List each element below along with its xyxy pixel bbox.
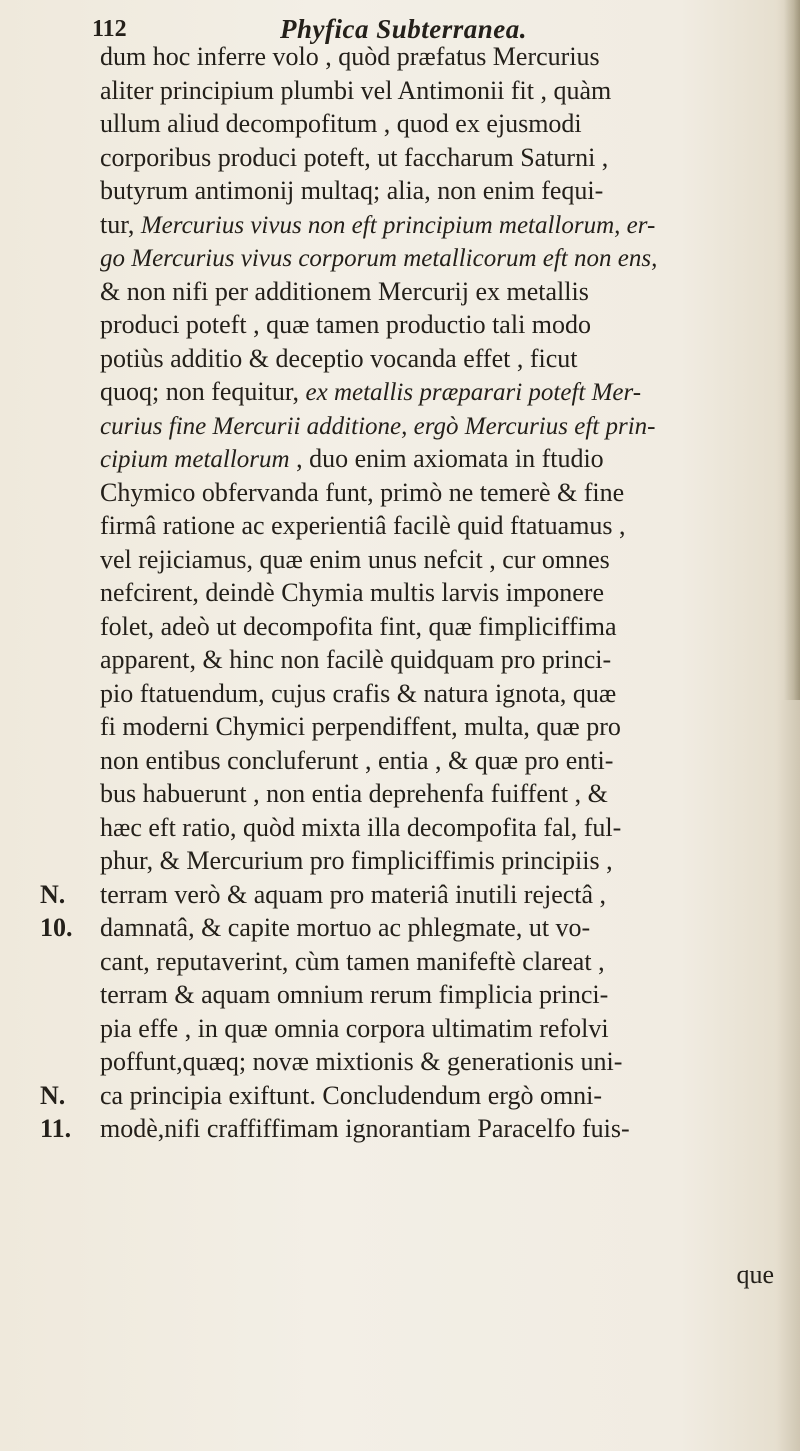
roman-text: hæc eft ratio, quòd mixta illa decompofita fal, ful- — [100, 812, 622, 842]
italic-text: go Mercurius vivus corporum metallicorum eft non ens, — [100, 245, 658, 272]
text-line — [100, 878, 780, 912]
text-line — [100, 241, 780, 275]
margin-note: N. — [40, 879, 66, 909]
text-line — [100, 107, 780, 141]
roman-text: apparent, & hinc non facilè quidquam pro princi- — [100, 645, 612, 674]
text-line — [100, 643, 780, 677]
roman-text: & non nifi per additionem Mercurij ex metallis — [100, 276, 589, 306]
italic-text: cipium metallorum — [100, 446, 290, 473]
roman-text: terram verò & aquam pro materiâ inutili rejectâ , — [100, 879, 607, 909]
roman-text: aliter principium plumbi vel Antimonii fit , quàm — [100, 75, 612, 105]
roman-text: fi moderni Chymici perpendiffent, multa, quæ pro — [100, 712, 621, 741]
text-line — [100, 710, 780, 744]
roman-text: pia effe , in quæ omnia corpora ultimatim refolvi — [100, 1013, 609, 1043]
text-line — [100, 1112, 780, 1146]
roman-text: vel rejiciamus, quæ enim unus nefcit , cur omnes — [100, 544, 610, 574]
text-line — [100, 811, 780, 845]
text-line — [100, 945, 780, 979]
roman-text: dum hoc inferre volo , quòd præfatus Mercurius — [100, 42, 600, 71]
text-line — [100, 409, 780, 443]
roman-text: modè,nifi craffiffimam ignorantiam Paracelfo fuis- — [100, 1114, 630, 1143]
roman-text: tur, — [100, 209, 141, 239]
text-line — [100, 1079, 780, 1113]
roman-text: folet, adeò ut decompofita fint, quæ fimpliciffima — [100, 611, 617, 641]
roman-text: butyrum antimonij multaq; alia, non enim fequi- — [100, 176, 604, 205]
roman-text: non entibus concluferunt , entia , & quæ pro enti- — [100, 745, 614, 775]
italic-text: curius fine Mercurii additione, ergò Mercurius eft prin- — [100, 412, 656, 440]
roman-text: bus habuerunt , non entia deprehenfa fuiffent , & — [100, 779, 608, 808]
roman-text: phur, & Mercurium pro fimpliciffimis principiis , — [100, 846, 613, 875]
roman-text: nefcirent, deindè Chymia multis larvis imponere — [100, 578, 604, 607]
roman-text: damnatâ, & capite mortuo ac phlegmate, ut vo- — [100, 913, 591, 942]
page-edge-shadow — [784, 0, 800, 700]
roman-text: cant, reputaverint, cùm tamen manifeftè clareat , — [100, 946, 605, 976]
roman-text: terram & aquam omnium rerum fimplicia princi- — [100, 980, 609, 1009]
roman-text: , duo enim axiomata in ftudio — [289, 444, 604, 473]
roman-text: ca principia exiftunt. Concludendum ergò omni- — [100, 1080, 603, 1110]
text-line — [100, 744, 780, 778]
roman-text: ullum aliud decompofitum , quod ex ejusmodi — [100, 109, 582, 138]
roman-text: potiùs additio & deceptio vocanda effet , ficut — [100, 343, 578, 373]
text-line — [100, 509, 780, 543]
text-line — [100, 442, 780, 476]
catchword: que — [736, 1260, 774, 1289]
margin-note: N. — [40, 1080, 66, 1110]
text-line — [100, 1012, 780, 1046]
text-line — [100, 1045, 780, 1079]
body-text — [100, 40, 780, 1146]
text-line — [100, 342, 780, 376]
text-line — [100, 777, 780, 811]
roman-text: poffunt,quæq; novæ mixtionis & generationis uni- — [100, 1047, 623, 1076]
text-line — [100, 74, 780, 108]
text-line — [100, 208, 780, 242]
roman-text: produci poteft , quæ tamen productio tali modo — [100, 310, 592, 339]
text-line — [100, 174, 780, 208]
text-line — [100, 576, 780, 610]
margin-note: 10. — [40, 913, 73, 942]
text-line — [100, 375, 780, 409]
text-line — [100, 610, 780, 644]
page-number: 112 — [92, 16, 127, 42]
text-line — [100, 141, 780, 175]
text-line — [100, 543, 780, 577]
italic-text: Mercurius vivus non eft principium metallorum, er- — [140, 211, 656, 239]
italic-text: ex metallis præparari poteft Mer- — [305, 379, 642, 406]
text-line — [100, 308, 780, 342]
roman-text: Chymico obfervanda funt, primò ne temerè & fine — [100, 477, 625, 507]
margin-note: 11. — [40, 1114, 72, 1143]
text-line — [100, 677, 780, 711]
roman-text: pio ftatuendum, cujus crafis & natura ignota, quæ — [100, 678, 617, 708]
running-title: Phyfica Subterranea. — [280, 14, 528, 44]
text-line — [100, 911, 780, 945]
roman-text: quoq; non fequitur, — [100, 377, 306, 406]
text-line — [100, 275, 780, 309]
text-line — [100, 844, 780, 878]
roman-text: firmâ ratione ac experientiâ facilè quid ftatuamus , — [100, 511, 626, 540]
text-line — [100, 40, 780, 74]
text-line — [100, 978, 780, 1012]
roman-text: corporibus produci poteft, ut faccharum Saturni , — [100, 142, 609, 172]
text-line — [100, 476, 780, 510]
